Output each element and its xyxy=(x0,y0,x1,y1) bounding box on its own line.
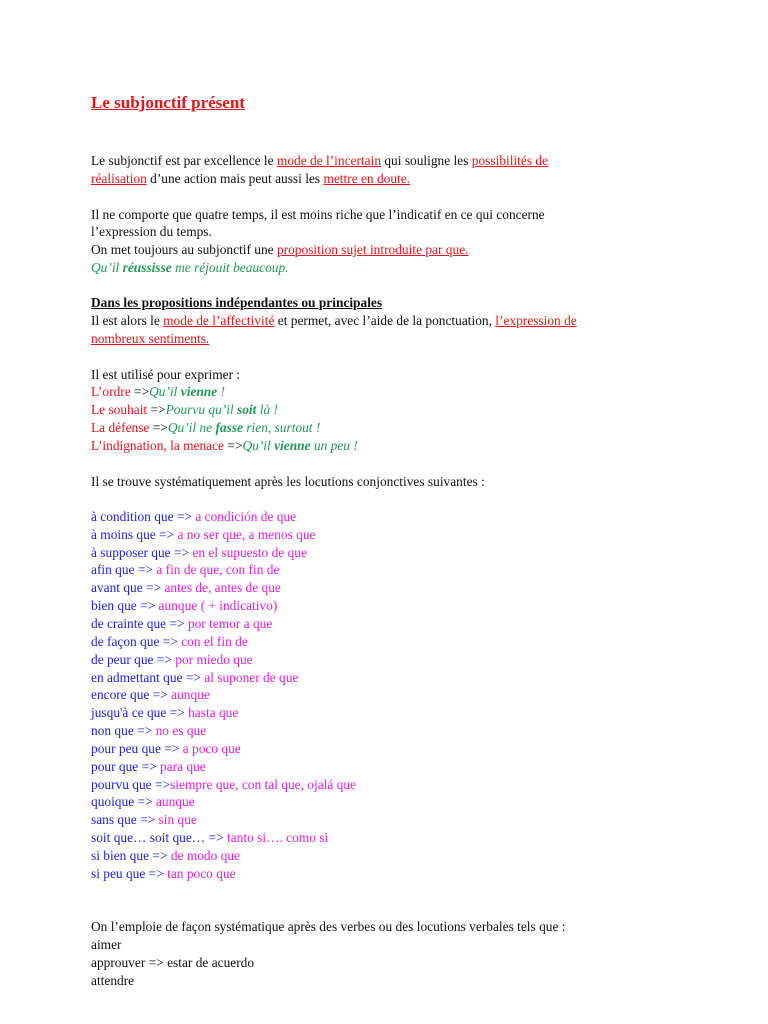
use-example-verb: vienne xyxy=(180,384,218,399)
use-example-text: ! xyxy=(217,384,226,399)
use-example-text: Qu’il xyxy=(242,438,275,453)
highlight-mode-affectivite: mode de l’affectivité xyxy=(163,313,275,328)
locution-es: sin que xyxy=(158,812,197,827)
arrow: => xyxy=(150,402,166,417)
locution-item xyxy=(91,740,241,757)
verb-item: approuver => estar de acuerdo xyxy=(91,955,255,970)
verb-item: aimer xyxy=(91,937,122,952)
use-example-text: là ! xyxy=(256,402,278,417)
highlight-expression: l’expression de xyxy=(495,313,577,328)
locution-es: siempre que, con tal que, ojalá que xyxy=(170,777,356,792)
locution-es: a poco que xyxy=(182,741,241,756)
section-heading: Dans les propositions indépendantes ou principales xyxy=(91,295,383,310)
locution-fr: sans que => xyxy=(91,812,159,827)
locution-es: no es que xyxy=(155,723,207,738)
locution-item xyxy=(91,758,206,775)
use-item xyxy=(91,401,278,418)
locution-fr: encore que => xyxy=(91,687,172,702)
uses-intro: Il est utilisé pour exprimer : xyxy=(91,367,241,382)
para2-text: On met toujours au subjonctif une xyxy=(91,242,277,257)
locution-item xyxy=(91,811,197,828)
use-item xyxy=(91,437,358,454)
locution-item xyxy=(91,776,356,793)
locution-item xyxy=(91,544,307,561)
page-title: Le subjonctif présent xyxy=(91,93,245,112)
locution-fr: de peur que => xyxy=(91,652,176,667)
locution-fr: pour peu que => xyxy=(91,741,183,756)
use-example-text: un peu ! xyxy=(310,438,358,453)
intro-text: d’une action mais peut aussi les xyxy=(146,171,324,186)
locution-item xyxy=(91,579,281,596)
locution-fr: à condition que => xyxy=(91,509,196,524)
use-item xyxy=(91,383,225,400)
highlight-mode-incertain: mode de l’incertain xyxy=(276,153,382,168)
highlight-realisation: réalisation xyxy=(91,171,147,186)
highlight-possibilites: possibilités de xyxy=(471,153,549,168)
locution-es: a condición de que xyxy=(195,509,297,524)
use-example-text: rien, surtout ! xyxy=(242,420,321,435)
locution-es: al suponer de que xyxy=(204,670,299,685)
locution-es: tanto si…. como si xyxy=(227,830,329,845)
locution-fr: bien que => xyxy=(91,598,159,613)
example-sentence xyxy=(91,259,289,276)
use-label: Le souhait xyxy=(91,402,151,417)
use-example-verb: soit xyxy=(237,402,257,417)
use-example-text: Pourvu qu’il xyxy=(165,402,238,417)
locution-item xyxy=(91,615,272,632)
para2-line-1: Il ne comporte que quatre temps, il est moins riche que l’indicatif en ce qui concerne xyxy=(91,207,545,222)
example-text: Qu’il xyxy=(91,260,123,275)
locution-fr: à moins que => xyxy=(91,527,178,542)
example-verb: réussisse xyxy=(122,260,172,275)
use-label: La défense xyxy=(91,420,153,435)
intro-text: Le subjonctif est par excellence le xyxy=(91,153,277,168)
locution-item xyxy=(91,865,236,882)
locution-fr: de façon que => xyxy=(91,634,182,649)
locution-es: a fin de que, con fin de xyxy=(156,562,280,577)
use-example xyxy=(168,420,321,435)
locutions-intro: Il se trouve systématiquement après les locutions conjonctives suivantes : xyxy=(91,474,485,489)
locution-es: hasta que xyxy=(188,705,239,720)
use-example-text: Qu’il ne xyxy=(167,420,216,435)
locution-es: por temor a que xyxy=(187,616,273,631)
locution-es: aunque xyxy=(155,794,195,809)
highlight-proposition-sujet: proposition sujet introduite par que. xyxy=(276,242,469,257)
locution-item xyxy=(91,686,210,703)
use-item xyxy=(91,419,320,436)
locution-item xyxy=(91,561,279,578)
locution-es: con el fin de xyxy=(181,634,248,649)
locution-fr: pour que => xyxy=(91,759,161,774)
use-example-text: Qu’il xyxy=(149,384,181,399)
section1-text: Il est alors le xyxy=(91,313,164,328)
use-label: L’ordre xyxy=(91,384,135,399)
locution-item xyxy=(91,597,277,614)
locution-item xyxy=(91,847,240,864)
locution-item xyxy=(91,633,248,650)
section1-line-2: nombreux sentiments. xyxy=(91,331,210,346)
locution-fr: si peu que => xyxy=(91,866,168,881)
section1-text: et permet, avec l’aide de la ponctuation, xyxy=(274,313,496,328)
locution-es: en el supuesto de que xyxy=(192,545,307,560)
use-example xyxy=(242,438,357,453)
locution-es: aunque ( + indicativo) xyxy=(158,598,278,613)
locution-item xyxy=(91,526,315,543)
locution-fr: de crainte que => xyxy=(91,616,188,631)
locution-fr: à supposer que => xyxy=(91,545,193,560)
locution-es: de modo que xyxy=(170,848,240,863)
para2-line-3 xyxy=(91,241,468,258)
locution-es: aunque xyxy=(171,687,210,702)
section1-line-1 xyxy=(91,312,577,329)
intro-line-2 xyxy=(91,170,410,187)
intro-line-1 xyxy=(91,152,548,169)
locution-fr: si bien que => xyxy=(91,848,171,863)
locution-item xyxy=(91,704,238,721)
locution-fr: jusqu'à ce que => xyxy=(91,705,189,720)
arrow: => xyxy=(134,384,150,399)
example-text: me réjouit beaucoup. xyxy=(171,260,289,275)
verbs-intro: On l’emploie de façon systématique après des verbes ou des locutions verbales tels que : xyxy=(91,919,566,934)
locution-es: antes de, antes de que xyxy=(164,580,281,595)
highlight-mettre-en-doute: mettre en doute. xyxy=(323,171,411,186)
use-example-verb: vienne xyxy=(274,438,311,453)
use-example-verb: fasse xyxy=(215,420,243,435)
arrow: => xyxy=(152,420,168,435)
locution-fr: pourvu que => xyxy=(91,777,171,792)
locution-fr: en admettant que => xyxy=(91,670,205,685)
locution-fr: quoique => xyxy=(91,794,156,809)
use-example xyxy=(149,384,225,399)
locution-es: tan poco que xyxy=(167,866,236,881)
locution-fr: soit que… soit que… => xyxy=(91,830,227,845)
para2-line-2: l’expression du temps. xyxy=(91,224,212,239)
locution-item xyxy=(91,508,296,525)
locution-fr: afin que => xyxy=(91,562,157,577)
locution-item xyxy=(91,669,298,686)
locution-item xyxy=(91,793,195,810)
intro-text: qui souligne les xyxy=(381,153,472,168)
locution-es: por miedo que xyxy=(175,652,253,667)
locution-es: a no ser que, a menos que xyxy=(177,527,316,542)
locution-fr: non que => xyxy=(91,723,156,738)
locution-es: para que xyxy=(160,759,206,774)
arrow: => xyxy=(227,438,243,453)
verb-item: attendre xyxy=(91,973,135,988)
use-label: L’indignation, la menace xyxy=(91,438,228,453)
locution-item xyxy=(91,829,328,846)
locution-item xyxy=(91,722,206,739)
use-example xyxy=(166,402,278,417)
locution-fr: avant que => xyxy=(91,580,165,595)
locution-item xyxy=(91,651,253,668)
